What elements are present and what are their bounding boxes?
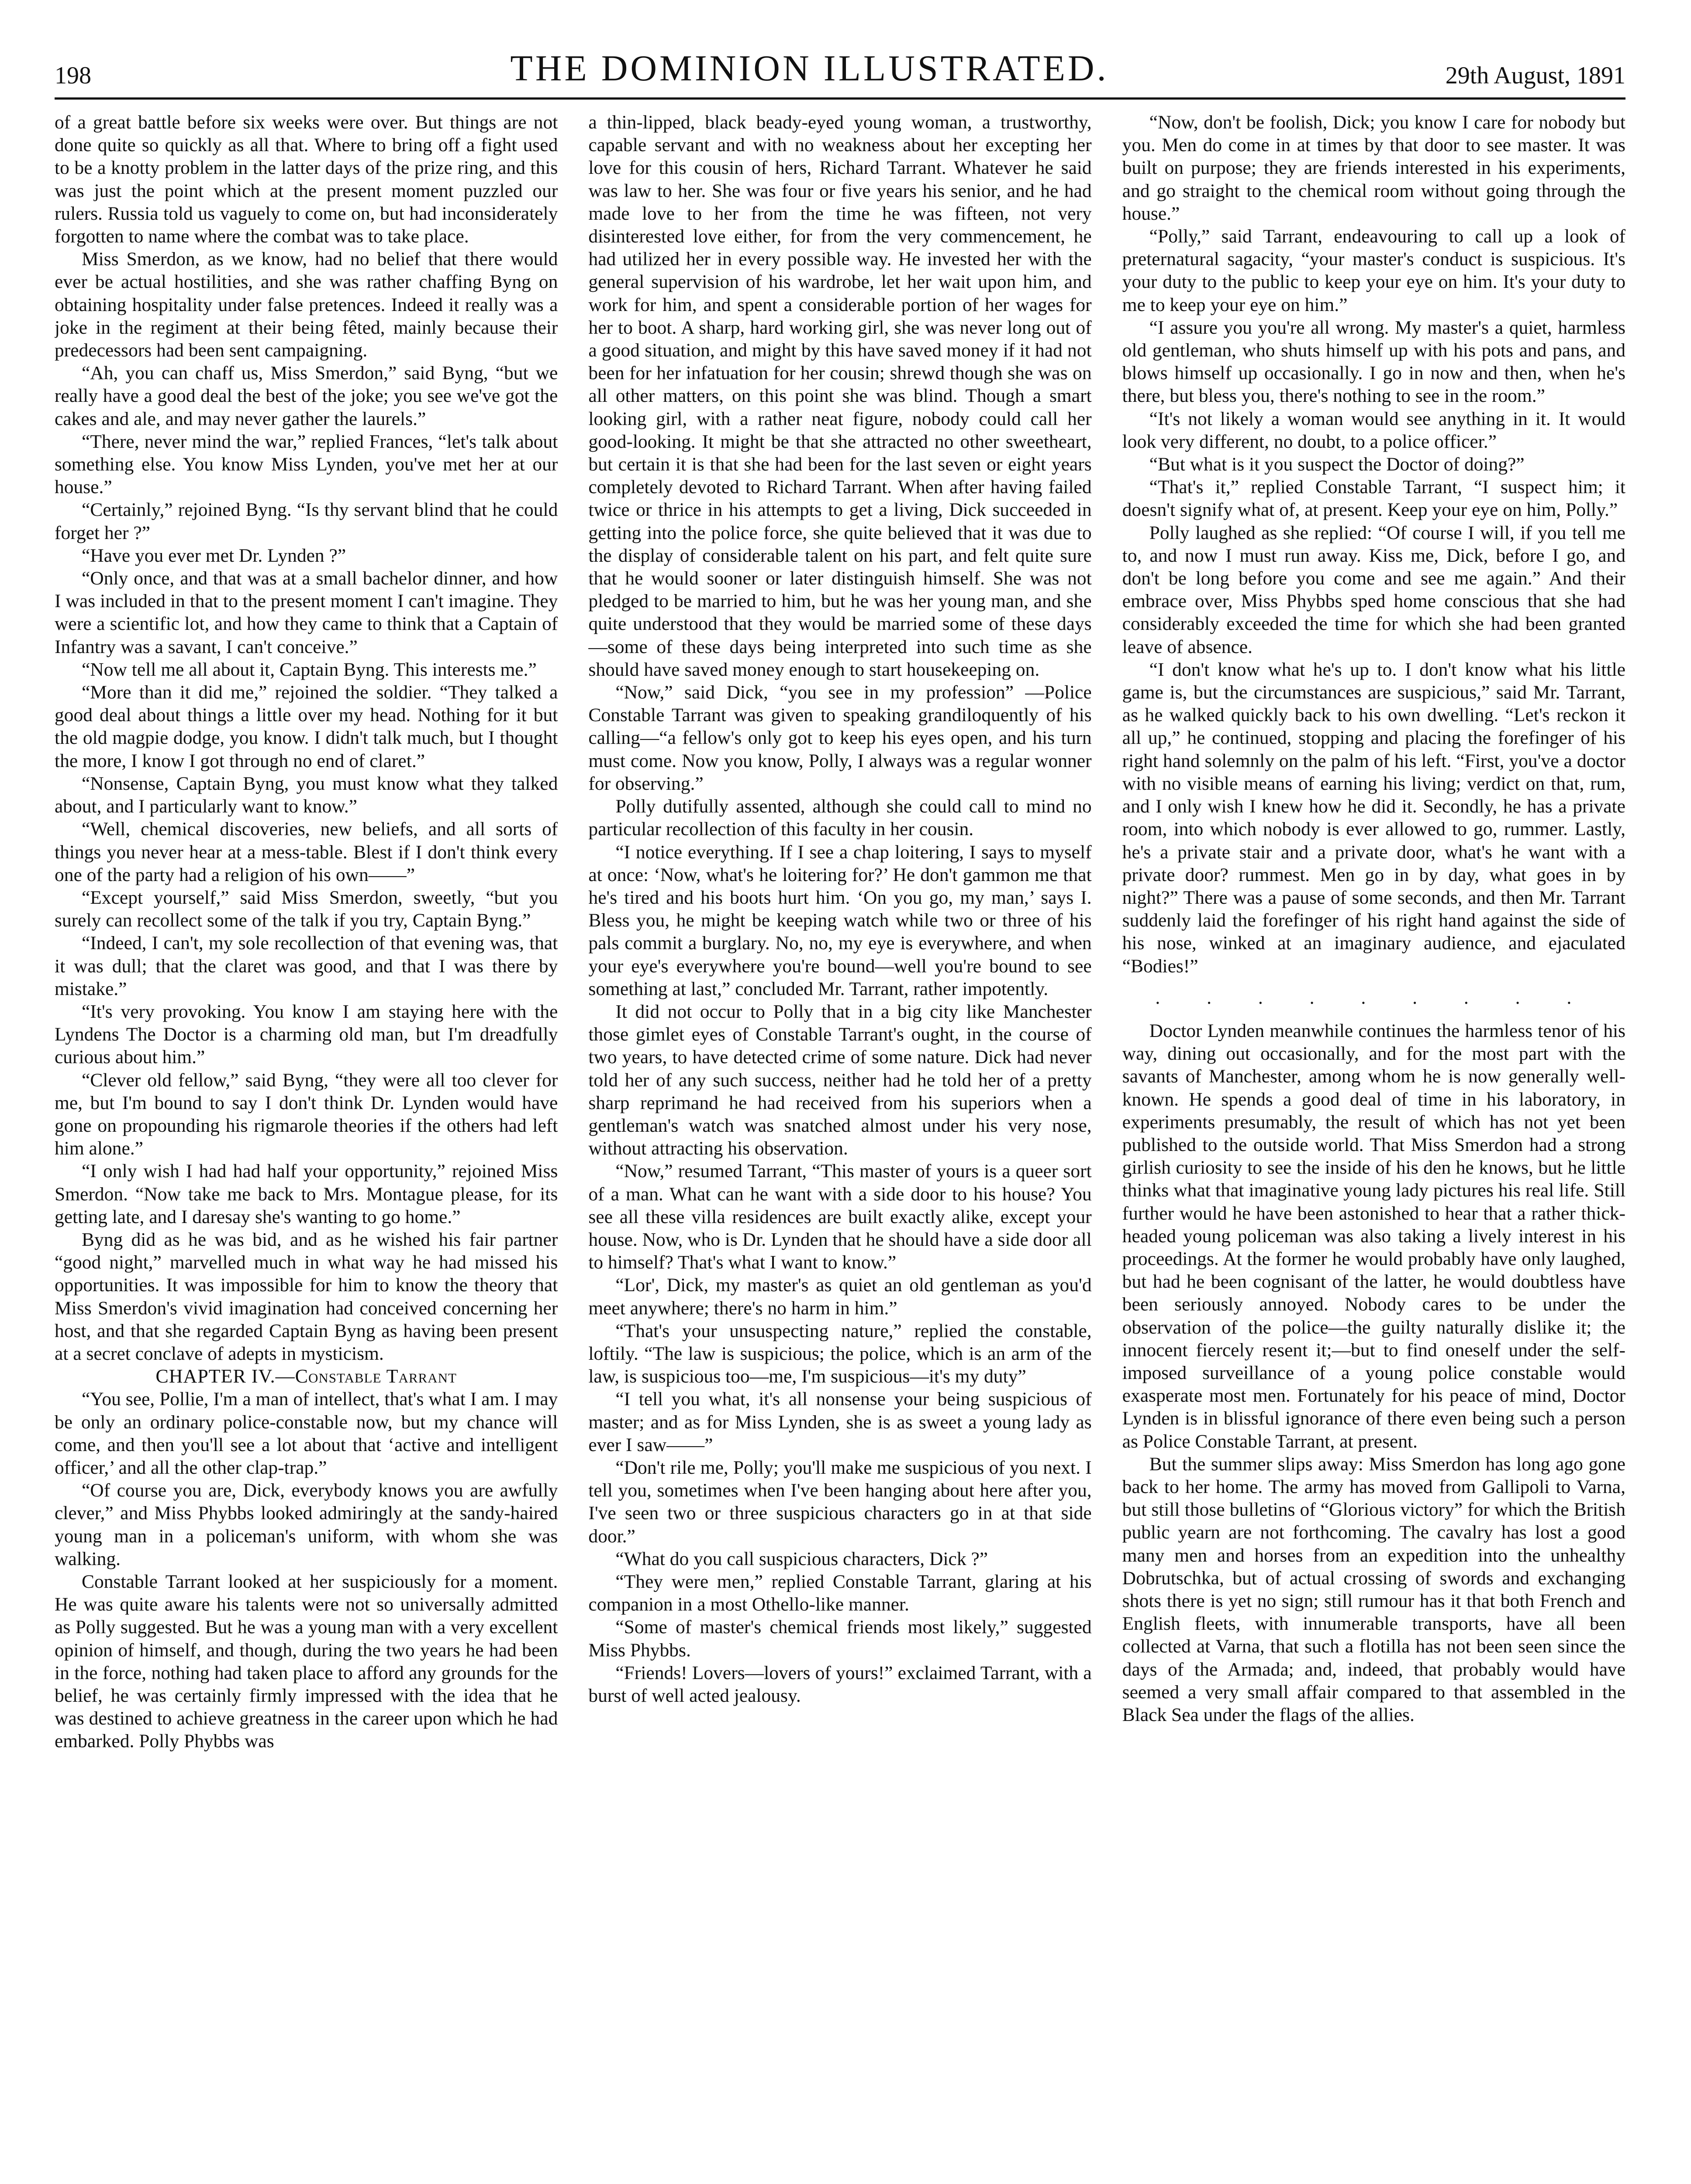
paragraph: “Only once, and that was at a small bachelor dinner, and how I was included in that to the present moment I can't imagine. They were a scientific lot, and how they came to think that a Captain of Infantry was a savant, I can't conceive.” — [55, 568, 558, 657]
chapter-heading — [55, 1365, 558, 1388]
paragraph: Doctor Lynden meanwhile continues the harmless tenor of his way, dining out occasionally, and for the most part with the savants of Manchester, among whom he is now generally well-known. He spends a good deal of time in his laboratory, in experiments presumably, the result of which has not yet been published to the outside world. That Miss Smerdon had a strong girlish curiosity to see the inside of his den he knows, but he little thinks what that imaginative young lady pictures his real life. Still further would he have been astonished to hear that a rather thick-headed young policeman was also taking a lively interest in his proceedings. At the former he would probably have only laughed, but had he been cognisant of the latter, he would doubtless have been seriously annoyed. Nobody cares to be under the observation of the police—the guilty naturally dislike it; the innocent fiercely resent it;—but to find oneself under the self-imposed surveillance of a young police constable would exasperate most men. Fortunately for his peace of mind, Doctor Lynden is in blissful ignorance of there even being such a person as Police Constable Tarrant, at present. — [1122, 1020, 1625, 1452]
section-break: . . . . . . . . . — [1155, 987, 1593, 1008]
paragraph: a thin-lipped, black beady-eyed young woman, a trustworthy, capable servant and with no weakness about her excepting her love for this cousin of hers, Richard Tarrant. Whatever he said was law to her. She was four or five years his senior, and he had made love to her from the time he was fifteen, not very disinterested love either, for from the very commencement, he had utilized her in every possible way. He invested her with the general supervision of his wardrobe, let her wait upon him, and work for him, and spent a considerable portion of her wages for her to boot. A sharp, hard working girl, she was never long out of a good situation, and might by this have saved money if it had not been for her infatuation for her cousin; shrewd though she was on all other matters, on this point she was blind. Though a smart looking girl, with a rather neat figure, nobody could call her good-looking. It might be that she attracted no other sweetheart, but certain it is that she had been for the last seven or eight years completely devoted to Richard Tarrant. When after having failed twice or thrice in his attempts to get a living, Dick succeeded in getting into the police force, she quite believed that it was due to the display of considerable talent on his part, and felt quite sure that he would sooner or later distinguish himself. She was not pledged to be married to him, but he was her young man, and she quite understood that they would be married some of these days—some of these days being interpreted into such time as she should have saved money enough to start housekeeping on. — [588, 112, 1092, 680]
paragraph: But the summer slips away: Miss Smerdon has long ago gone back to her home. The army has moved from Gallipoli to Varna, but still those bulletins of “Glorious victory” for which the British public yearn are not forthcoming. The cavalry has lost a good many men and horses from an expedition into the unhealthy Dobrutschka, but of actual crossing of swords and exchanging shots there is yet no sign; still rumour has it that both French and English fleets, with innumerable transports, have all been collected at Varna, that such a flotilla has not been seen since the days of the Armada; and, indeed, that probably would have seemed a very small affair compared to that assembled in the Black Sea under the flags of the allies. — [1122, 1453, 1625, 1726]
paragraph: “Lor', Dick, my master's as quiet an old gentleman as you'd meet anywhere; there's no harm in him.” — [588, 1275, 1092, 1319]
paragraph: “I assure you you're all wrong. My master's a quiet, harmless old gentleman, who shuts himself up with his pots and pans, and blows himself up occasionally. I go in now and then, when he's there, but bless you, there's nothing to see in the room.” — [1122, 317, 1625, 407]
paragraph: “Polly,” said Tarrant, endeavouring to call up a look of preternatural sagacity, “your master's conduct is suspicious. It's your duty to the public to keep your eye on him. It's your duty to me to keep your eye on him.” — [1122, 226, 1625, 315]
paragraph: “It's not likely a woman would see anything in it. It would look very different, no doubt, to a police officer.” — [1122, 408, 1625, 452]
paragraph: “I don't know what he's up to. I don't know what his little game is, but the circumstances are suspicious,” said Mr. Tarrant, as he walked quickly back to his own dwelling. “Let's reckon it all up,” he continued, stopping and placing the forefinger of his right hand solemnly on the palm of his left. “First, you've a doctor with no visible means of earning his living; verdict on that, rum, and I only wish I knew how he did it. Secondly, he has a private room, into which nobody is ever allowed to go, rummer. Lastly, he's a private stair and a private door, what's he want with a private door? rummest. Men go in by day, what goes in by night?” There was a pause of some seconds, and then Mr. Tarrant suddenly laid the forefinger of his right hand against the side of his nose, winked at an imaginary audience, and ejaculated “Bodies!” — [1122, 659, 1625, 977]
paragraph: “Friends! Lovers—lovers of yours!” exclaimed Tarrant, with a burst of well acted jealousy. — [588, 1662, 1092, 1707]
paragraph: “Have you ever met Dr. Lynden ?” — [82, 545, 346, 566]
paragraph: “I tell you what, it's all nonsense your being suspicious of master; and as for Miss Lynden, she is as sweet a young lady as ever I saw——” — [588, 1389, 1092, 1455]
paragraph: Polly dutifully assented, although she could call to mind no particular recollection of this faculty in her cousin. — [588, 796, 1092, 840]
paragraph: “Now,” resumed Tarrant, “This master of yours is a queer sort of a man. What can he want with a side door to his house? You see all these villa residences are built exactly alike, except your house. Now, who is Dr. Lynden that he should have a side door all to himself? That's what I want to know.” — [588, 1161, 1092, 1273]
paragraph: “Of course you are, Dick, everybody knows you are awfully clever,” and Miss Phybbs looked admiringly at the sandy-haired young man in a policeman's uniform, with whom she was walking. — [55, 1480, 558, 1569]
paragraph: Miss Smerdon, as we know, had no belief that there would ever be actual hostilities, and she was rather chaffing Byng on obtaining hospitality under false pretences. Indeed it really was a joke in the regiment at their being fêted, mainly because their predecessors had been sent campaigning. — [55, 249, 558, 361]
paragraph: “Clever old fellow,” said Byng, “they were all too clever for me, but I'm bound to say I don't think Dr. Lynden would have gone on propounding his rigmarole theories if the others had left him alone.” — [55, 1069, 558, 1159]
paragraph: “That's your unsuspecting nature,” replied the constable, loftily. “The law is suspicious; the police, which is an arm of the law, is suspicious too—me, I'm suspicious—it's my duty” — [588, 1320, 1092, 1387]
paragraph: “There, never mind the war,” replied Frances, “let's talk about something else. You know Miss Lynden, you've met her at our house.” — [55, 431, 558, 498]
paragraph: “Except yourself,” said Miss Smerdon, sweetly, “but you surely can recollect some of the talk if you try, Captain Byng.” — [55, 887, 558, 931]
column-2 — [588, 111, 1091, 2184]
paragraph: “Well, chemical discoveries, new beliefs, and all sorts of things you never hear at a mess-table. Blest if I don't think every one of the party had a religion of his own——” — [55, 819, 558, 885]
paragraph: “That's it,” replied Constable Tarrant, “I suspect him; it doesn't signify what of, at present. Keep your eye on him, Polly.” — [1122, 477, 1625, 521]
paragraph: It did not occur to Polly that in a big city like Manchester those gimlet eyes of Constable Tarrant's ought, in the course of two years, to have detected crime of some nature. Dick had never told her of any such success, neither had he told her of a pretty sharp reprimand he had received from his superiors when a gentleman's watch was snatched almost under his very nose, without attracting his observation. — [588, 1001, 1092, 1159]
paragraph: “I notice everything. If I see a chap loitering, I says to myself at once: ‘Now, what's he loitering for?’ He don't gammon me that he's tired and his boots hurt him. ‘On you go, my man,’ says I. Bless you, he might be keeping watch while two or three of his pals commit a burglary. No, no, my eye is everywhere, and when your eye's everywhere you're bound—well you're bound to see something at last,” concluded Mr. Tarrant, rather impotently. — [588, 841, 1092, 999]
paragraph: “You see, Pollie, I'm a man of intellect, that's what I am. I may be only an ordinary police-constable now, but my chance will come, and then you'll see a lot about that ‘active and intelligent officer,’ and all the other clap-trap.” — [55, 1389, 558, 1478]
paragraph: “Certainly,” rejoined Byng. “Is thy servant blind that he could forget her ?” — [55, 499, 558, 543]
paragraph: of a great battle before six weeks were over. But things are not done quite so quickly as all that. Where to bring off a fight used to be a knotty problem in the latter days of the prize ring, and this was just the point which at the present moment puzzled our rulers. Russia told us vaguely to come on, but had inconsiderately forgotten to name where the combat was to take place. — [55, 112, 558, 247]
paragraph: “It's very provoking. You know I am staying here with the Lyndens The Doctor is a charming old man, but I'm dreadfully curious about him.” — [55, 1001, 558, 1068]
column-3 — [1122, 111, 1625, 2184]
column-1 — [55, 111, 558, 2184]
chapter-number: CHAPTER IV.— — [155, 1365, 295, 1387]
masthead — [55, 0, 1625, 90]
paragraph: “Don't rile me, Polly; you'll make me suspicious of you next. I tell you, sometimes when I've been hanging about here after you, I've seen two or three suspicious characters go in at that side door.” — [588, 1457, 1092, 1547]
paragraph: Constable Tarrant looked at her suspiciously for a moment. He was quite aware his talents were not so universally admitted as Polly suggested. But he was a young man with a very excellent opinion of himself, and though, during the two years he had been in the force, nothing had taken place to afford any grounds for the belief, he was certainly firmly impressed with the idea that he was destined to achieve greatness in the career upon which he had embarked. Polly Phybbs was — [55, 1571, 558, 1752]
paragraph: Polly laughed as she replied: “Of course I will, if you tell me to, and now I must run away. Kiss me, Dick, before I go, and don't be long before you come and see me again.” And their embrace over, Miss Phybbs sped home conscious that she had considerably exceeded the time for which she had been granted leave of absence. — [1122, 522, 1625, 657]
paragraph: “Ah, you can chaff us, Miss Smerdon,” said Byng, “but we really have a good deal the best of the joke; you see we've got the cakes and ale, and may never gather the laurels.” — [55, 363, 558, 429]
issue-date: 29th August, 1891 — [1445, 62, 1625, 89]
paragraph: “What do you call suspicious characters, Dick ?” — [615, 1548, 988, 1569]
paragraph: “I only wish I had had half your opportunity,” rejoined Miss Smerdon. “Now take me back to Mrs. Montague please, for its getting late, and I daresay she's wanting to go home.” — [55, 1161, 558, 1227]
paragraph: “Indeed, I can't, my sole recollection of that evening was, that it was dull; that the claret was good, and that I was there by mistake.” — [55, 933, 558, 999]
chapter-title: Constable Tarrant — [295, 1365, 457, 1387]
paragraph: “Now,” said Dick, “you see in my profession” —Police Constable Tarrant was given to speaking grandiloquently of his calling—“a fellow's only got to keep his eyes open, and his turn must come. Now you know, Polly, I always was a regular wonner for observing.” — [588, 682, 1092, 794]
paragraph: Byng did as he was bid, and as he wished his fair partner “good night,” marvelled much in what way he had missed his opportunities. It was impossible for him to know the theory that Miss Smerdon's vivid imagination had conceived concerning her host, and that she regarded Captain Byng as having been present at a secret conclave of adepts in mysticism. — [55, 1229, 558, 1364]
publication-title: THE DOMINION ILLUSTRATED. — [510, 48, 1109, 89]
paragraph: “Nonsense, Captain Byng, you must know what they talked about, and I particularly want to know.” — [55, 773, 558, 817]
paragraph: “But what is it you suspect the Doctor of doing?” — [1149, 454, 1525, 475]
paragraph: “Some of master's chemical friends most likely,” suggested Miss Phybbs. — [588, 1617, 1092, 1661]
paragraph: “Now tell me all about it, Captain Byng. This interests me.” — [82, 659, 537, 680]
paragraph: “Now, don't be foolish, Dick; you know I care for nobody but you. Men do come in at times by that door to see master. It was built on purpose; they are friends interested in his experiments, and go straight to the chemical room without going through the house.” — [1122, 112, 1625, 224]
article-columns — [55, 111, 1625, 2184]
page-number: 198 — [55, 62, 91, 89]
header-rule — [55, 97, 1625, 100]
paragraph: “More than it did me,” rejoined the soldier. “They talked a good deal about things a little over my head. Nothing for it but the old magpie dodge, you know. I didn't talk much, but I thought the more, I know I got through no end of claret.” — [55, 682, 558, 771]
paragraph: “They were men,” replied Constable Tarrant, glaring at his companion in a most Othello-like manner. — [588, 1571, 1092, 1615]
